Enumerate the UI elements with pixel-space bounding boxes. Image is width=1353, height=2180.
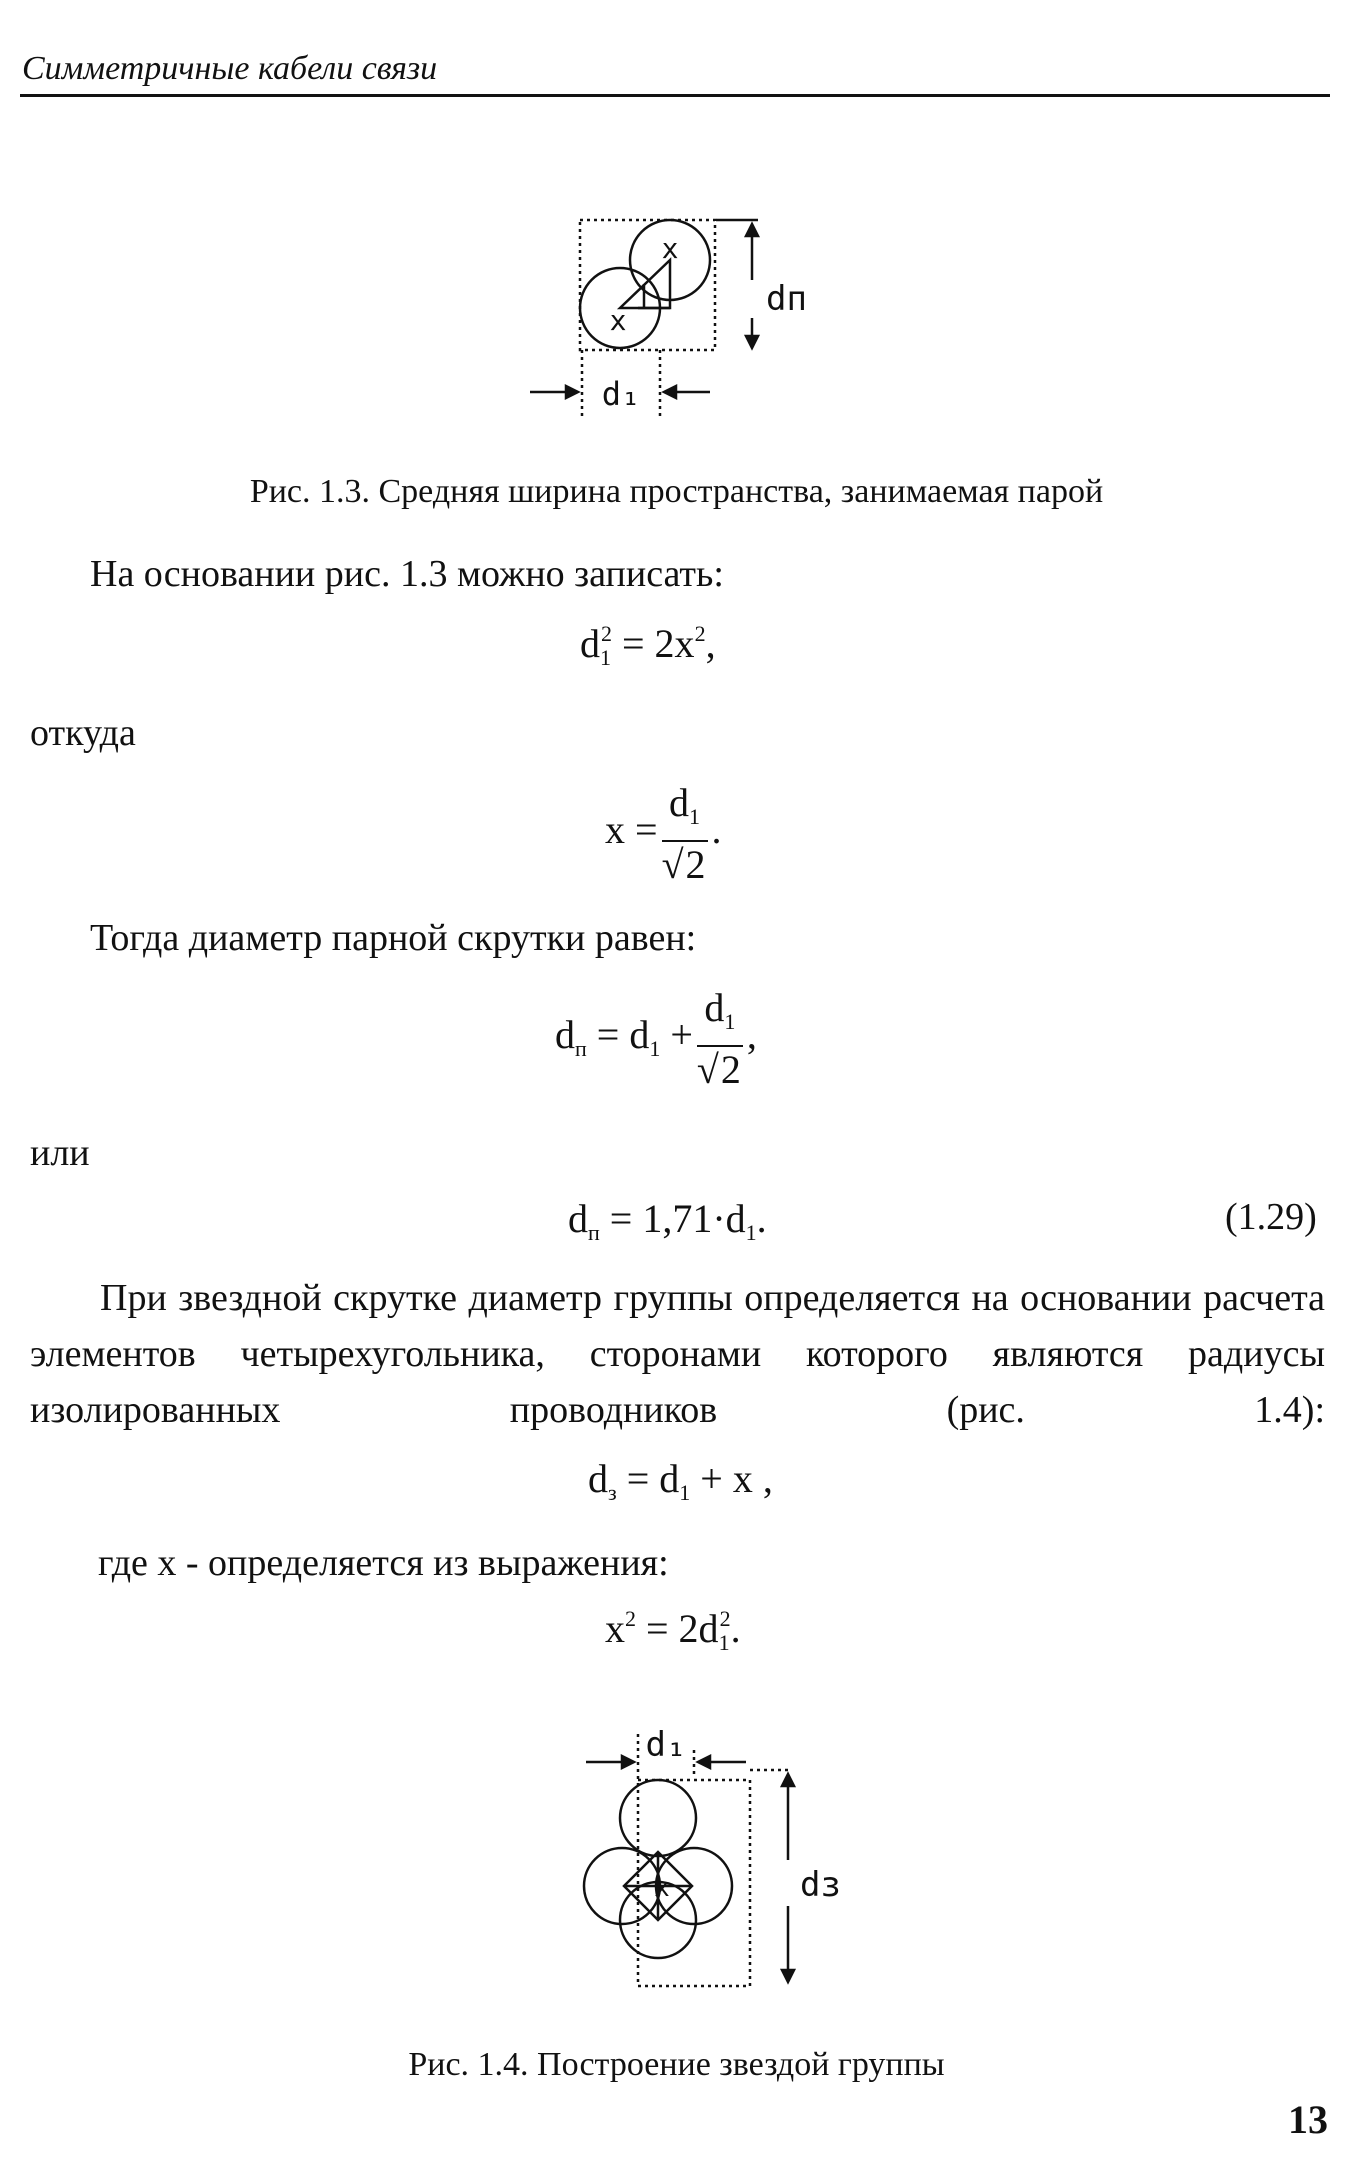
fig1-x-label-upper: x <box>661 232 679 265</box>
formula-x-squared: $x^2 = 2d_1^2$. <box>605 1606 741 1655</box>
paragraph-2: откуда <box>30 712 136 754</box>
header-rule <box>20 94 1330 97</box>
formula-dp-171: $d_п = 1,71\cdot d_1$. <box>568 1196 767 1245</box>
formula-dp-sum: $d_п = d_1$ + $\frac{d_1}{√2}$ , <box>555 985 757 1092</box>
fig1-d1-label: d₁ <box>601 375 641 413</box>
bounding-square <box>580 220 715 350</box>
running-header: Симметричные кабели связи <box>22 50 438 87</box>
figure-pair-twist <box>520 200 840 430</box>
fig2-dz-label: dз <box>800 1865 841 1905</box>
figure2-caption: Рис. 1.4. Построение звездой группы <box>408 2046 945 2083</box>
formula-dz: $d_з = d_1 + x$ , <box>588 1456 773 1505</box>
figure-star-group <box>550 1710 850 2000</box>
fig2-d1-label: d₁ <box>645 1725 687 1765</box>
paragraph-3: Тогда диаметр парной скрутки равен: <box>90 917 697 959</box>
fig2-x-label: x <box>654 1873 670 1903</box>
fig1-dp-label: dп <box>766 279 807 319</box>
figure1-caption: Рис. 1.3. Средняя ширина пространства, занимаемая парой <box>249 473 1104 510</box>
paragraph-6: где х - определяется из выражения: <box>98 1542 669 1584</box>
fig1-x-label-lower: x <box>609 304 627 337</box>
paragraph-1: На основании рис. 1.3 можно записать: <box>90 553 724 595</box>
conductor-circle-top <box>620 1780 696 1856</box>
formula-x: x = $\frac{d_1}{√2}$ . <box>605 780 722 887</box>
formula-d1-squared: $d_1^2 = 2x^2$, <box>580 621 716 670</box>
equation-number: (1.29) <box>1225 1196 1317 1238</box>
page-number: 13 <box>1288 2097 1328 2142</box>
paragraph-5: При звездной скрутке диаметр группы определяется на основании расчета элементов четырехугольника, сторонами которого являются радиусы изолированных проводников (рис. 1.4): <box>30 1277 1325 1431</box>
paragraph-4: или <box>30 1132 90 1174</box>
